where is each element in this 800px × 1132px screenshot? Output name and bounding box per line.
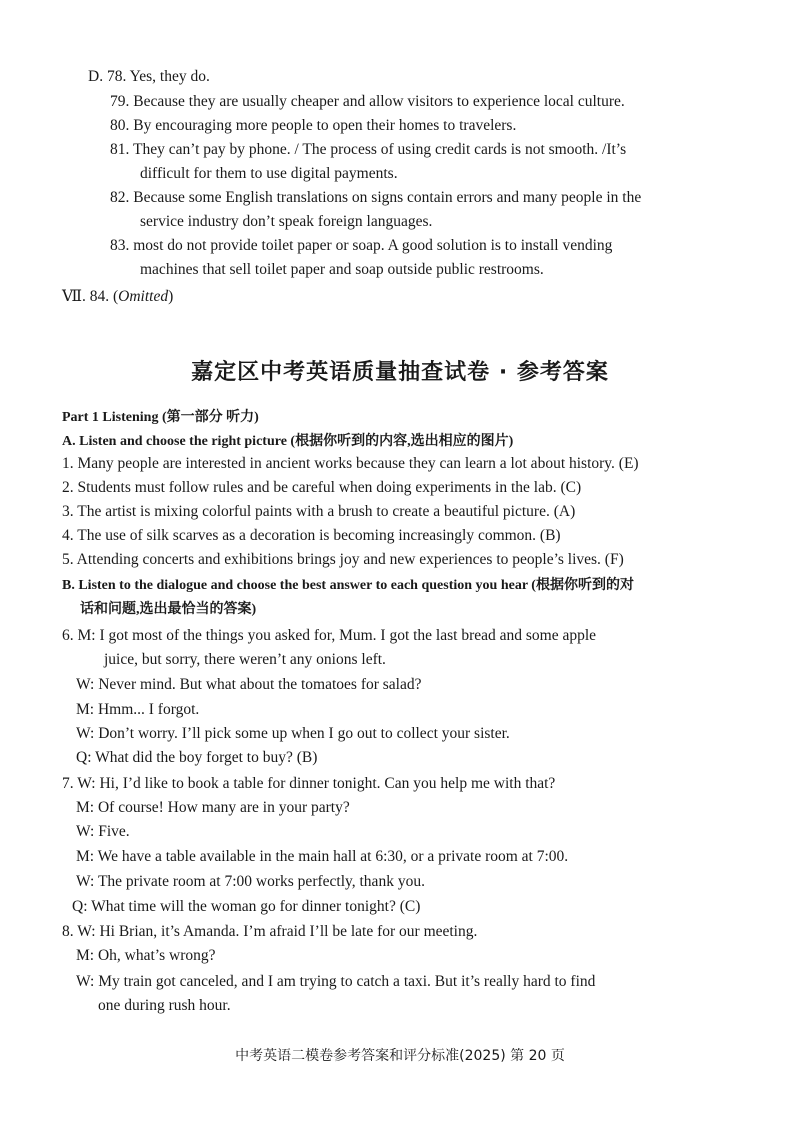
section-b-heading-cont: 话和问题,选出最恰当的答案) — [80, 602, 257, 617]
page-title: 嘉定区中考英语质量抽查试卷 · 参考答案 — [191, 360, 609, 385]
answer-82: 82. Because some English translations on signs contain errors and many people in the — [110, 189, 642, 206]
answer-84-omitted: Omitted — [118, 288, 169, 305]
dialogue-7-question: Q: What time will the woman go for dinner tonight? (C) — [72, 898, 421, 915]
listening-item-3: 3. The artist is mixing colorful paints with a brush to create a beautiful picture. (A) — [62, 503, 576, 520]
answer-79: 79. Because they are usually cheaper and allow visitors to experience local culture. — [110, 93, 625, 110]
dialogue-8-line-2: M: Oh, what’s wrong? — [76, 947, 216, 964]
listening-item-2: 2. Students must follow rules and be careful when doing experiments in the lab. (C) — [62, 479, 582, 496]
dialogue-7-line-2: M: Of course! How many are in your party? — [76, 799, 350, 816]
answer-84-suffix: ) — [168, 288, 174, 305]
answer-81: 81. They can’t pay by phone. / The process of using credit cards is not smooth. /It’s — [110, 141, 627, 158]
dialogue-7-line-1: 7. W: Hi, I’d like to book a table for dinner tonight. Can you help me with that? — [62, 775, 556, 792]
answer-83: 83. most do not provide toilet paper or soap. A good solution is to install vending — [110, 237, 613, 254]
section-a-heading: A. Listen and choose the right picture (根据你听到的内容,选出相应的图片) — [62, 434, 514, 449]
dialogue-8-line-3: W: My train got canceled, and I am trying to catch a taxi. But it’s really hard to find — [76, 973, 596, 990]
answer-84-prefix: Ⅶ. 84. ( — [62, 288, 119, 305]
dialogue-6-line-1: 6. M: I got most of the things you asked for, Mum. I got the last bread and some apple — [62, 627, 597, 644]
dialogue-7-line-4: M: We have a table available in the main hall at 6:30, or a private room at 7:00. — [76, 848, 569, 865]
section-b-heading: B. Listen to the dialogue and choose the best answer to each question you hear (根据你听到的对 — [62, 578, 634, 593]
dialogue-6-line-4: M: Hmm... I forgot. — [76, 701, 200, 718]
dialogue-7-line-3: W: Five. — [76, 823, 130, 840]
answer-83-cont: machines that sell toilet paper and soap outside public restrooms. — [140, 261, 544, 278]
answer-80: 80. By encouraging more people to open their homes to travelers. — [110, 117, 517, 134]
listening-item-4: 4. The use of silk scarves as a decoration is becoming increasingly common. (B) — [62, 527, 561, 544]
part1-heading: Part 1 Listening (第一部分 听力) — [62, 410, 259, 425]
listening-item-5: 5. Attending concerts and exhibitions brings joy and new experiences to people’s lives. (F) — [62, 551, 624, 568]
dialogue-6-line-2: juice, but sorry, there weren’t any onions left. — [104, 651, 386, 668]
answer-81-cont: difficult for them to use digital payments. — [140, 165, 398, 182]
answer-82-cont: service industry don’t speak foreign languages. — [140, 213, 433, 230]
dialogue-7-line-5: W: The private room at 7:00 works perfectly, thank you. — [76, 873, 425, 890]
dialogue-6-line-5: W: Don’t worry. I’ll pick some up when I go out to collect your sister. — [76, 725, 510, 742]
dialogue-8-line-4: one during rush hour. — [98, 997, 231, 1014]
dialogue-6-line-3: W: Never mind. But what about the tomatoes for salad? — [76, 676, 422, 693]
dialogue-6-question: Q: What did the boy forget to buy? (B) — [76, 749, 318, 766]
dialogue-8-line-1: 8. W: Hi Brian, it’s Amanda. I’m afraid I’ll be late for our meeting. — [62, 923, 478, 940]
answer-84 — [62, 287, 173, 307]
answer-78: D. 78. Yes, they do. — [88, 68, 210, 85]
listening-item-1: 1. Many people are interested in ancient works because they can learn a lot about history. (E) — [62, 455, 639, 472]
page-footer: 中考英语二模卷参考答案和评分标准(2025) 第 20 页 — [235, 1048, 565, 1064]
